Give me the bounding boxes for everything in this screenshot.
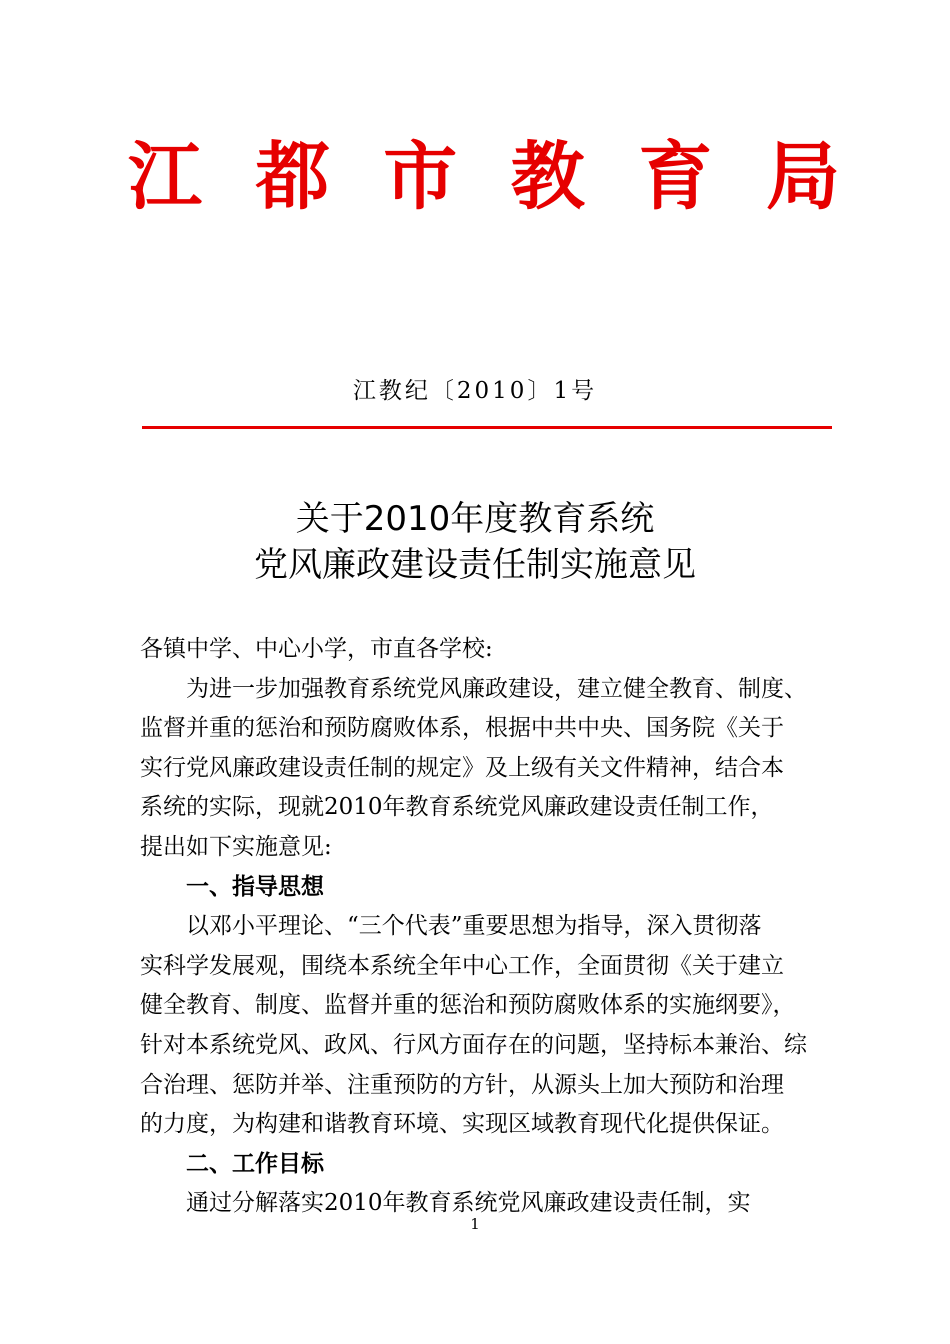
intro-line: 系统的实际，现就2010年教育系统党风廉政建设责任制工作， (140, 794, 774, 821)
red-divider (142, 426, 832, 429)
salutation: 各镇中学、中心小学，市直各学校: (140, 636, 493, 662)
section2-line: 通过分解落实2010年教育系统党风廉政建设责任制，实 (186, 1190, 751, 1217)
header-char: 局 (765, 134, 840, 220)
section1-line: 合治理、惩防并举、注重预防的方针，从源头上加大预防和治理 (140, 1071, 784, 1098)
title-line-1: 关于2010年度教育系统 (295, 499, 655, 539)
header-char: 江 (128, 134, 202, 220)
section1-line: 针对本系统党风、政风、行风方面存在的问题，坚持标本兼治、综 (140, 1031, 807, 1058)
section-heading-guiding-thought: 一、指导思想 (186, 873, 324, 900)
page-number: 1 (470, 1215, 480, 1233)
section-heading-work-goals: 二、工作目标 (186, 1150, 324, 1177)
header-char: 都 (255, 134, 330, 220)
intro-line: 监督并重的惩治和预防腐败体系，根据中共中央、国务院《关于 (140, 715, 784, 742)
section1-line: 以邓小平理论、“三个代表”重要思想为指导，深入贯彻落 (186, 913, 762, 940)
section1-line: 健全教育、制度、监督并重的惩治和预防腐败体系的实施纲要》， (140, 992, 796, 1019)
header-char: 育 (638, 134, 713, 220)
intro-line: 实行党风廉政建设责任制的规定》及上级有关文件精神，结合本 (140, 754, 784, 781)
document-title (0, 496, 950, 588)
title-line-2: 党风廉政建设责任制实施意见 (254, 545, 696, 585)
document-number: 江教纪〔2010〕1号 (352, 378, 598, 404)
header-char: 教 (510, 134, 585, 220)
intro-line: 提出如下实施意见: (140, 833, 332, 860)
section1-line: 的力度，为构建和谐教育环境、实现区域教育现代化提供保证。 (140, 1111, 784, 1138)
issuing-authority-header (128, 132, 840, 222)
section1-line: 实科学发展观，围绕本系统全年中心工作，全面贯彻《关于建立 (140, 952, 784, 979)
intro-line: 为进一步加强教育系统党风廉政建设，建立健全教育、制度、 (186, 675, 807, 702)
document-body (140, 630, 840, 1224)
header-char: 市 (383, 134, 458, 220)
